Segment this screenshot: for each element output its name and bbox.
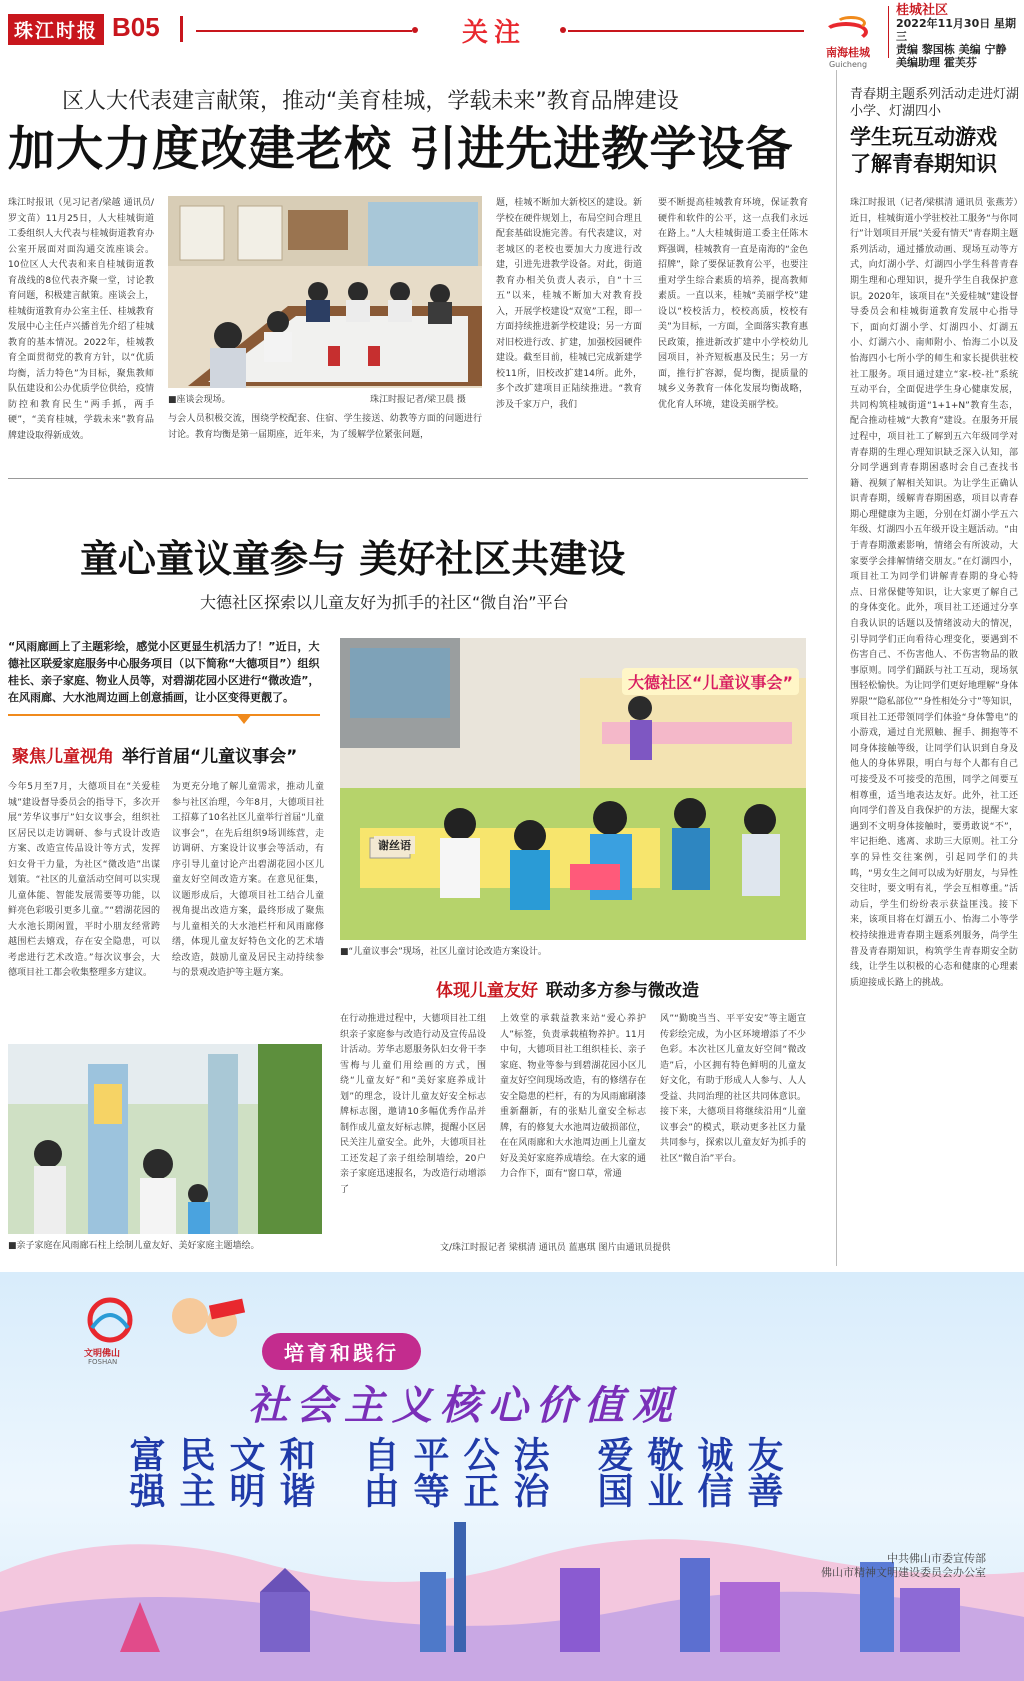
article1-col4: 要不断提高桂城教育环境，保证教育硬件和软件的公平，这一点我们永远在路上。”人大桂城街道工委主任陈木辉强调，桂城教育一直是南海的“金色招牌”，除了要保证教育公平，也要注重对学生综合素质的培养，提高教师素质。一直以来，桂城“美丽学校”建设以“校校活力，校校高质，校校有美”为目标，一方面，全面落实教育惠民政策，推进新改扩建中小学校幼儿园项目，补齐短板惠及民生；另一方面，推行扩容源，促均衡，提质量的城乡义务教育一体化发展均衡战略，优化育人环境，建设美丽学校。	[658, 198, 808, 410]
paper-logo: 珠江时报	[8, 14, 104, 45]
poster-banner: 培育和践行	[262, 1333, 421, 1370]
article1-photo-credit: 珠江时报记者/梁卫晨 摄	[370, 395, 466, 405]
article2-subhead: 大德社区探索以儿童友好为抓手的社区“微自治”平台	[200, 593, 569, 612]
side1-title: 举行首届“儿童议事会”	[122, 747, 298, 767]
poster-logo-en: FOSHAN	[88, 1358, 118, 1366]
article2-col-b: 为更充分地了解儿童需求，推动儿童参与社区治理，今年8月，大德项目社工招募了10名社区儿童举行首届“儿童议事会”，在先后组织9场训练营，走访调研、方案设计议事会等活动，有序引导儿童讨论产出碧湖花园小区儿童友好空间改造方案。在意见征集，议题形成后，大德项目社工结合儿童视角提出改造方案，最终形成了聚焦与儿童相关的大水池栏杆和风雨廊修缮，体现儿童友好特色文化的艺术墙绘改造，鼓励儿童及居民主动持续参与的景观改造护等主题方案。	[172, 782, 324, 978]
brand-block	[812, 14, 884, 69]
article1-col2: 与会人员积极交流，围绕学校配套、住宿、学生接送、幼教等方面的问题进行讨论。教育均衡是第一届期座，近年来，为了缓解学位紧张问题，	[168, 414, 482, 440]
article3-kicker: 青春期主题系列活动走进灯湖小学、灯湖四小	[850, 87, 1020, 119]
article2-side1-heading	[12, 742, 297, 767]
article2-lead: “风雨廊画上了主题彩绘，感觉小区更显生机活力了！”近日，大德社区联爱家庭服务中心服务项目（以下简称“大德项目”）组织桂长、亲子家庭、物业人员等，对碧湖花园小区进行“微改造”，在风雨廊、大水池周边画上创意插画，让小区变得更靓了。	[8, 640, 320, 704]
article2-photo-caption: ■“儿童议事会”现场，社区儿童讨论改造方案设计。	[340, 947, 547, 957]
side1-highlight: 聚焦儿童视角	[12, 747, 114, 767]
value-minzhu: 民主	[174, 1436, 216, 1508]
value-wenming: 文明	[224, 1436, 266, 1508]
poster-title: 社会主义核心价值观	[248, 1382, 680, 1429]
page-number: B05	[112, 12, 160, 42]
poster-logo-text: 文明佛山	[84, 1349, 121, 1359]
header-rule-right	[568, 30, 804, 32]
poster-org-1: 中共佛山市委宣传部	[887, 1552, 986, 1565]
article2-photo-council	[340, 638, 806, 940]
brand-name: 南海桂城	[826, 46, 870, 59]
council-banner: 大德社区“儿童议事会”	[622, 668, 799, 695]
values-grid	[124, 1436, 824, 1526]
article3-body: 珠江时报讯（记者/梁棋清 通讯员 张燕芳）近日，桂城街道小学驻校社工服务“与你同行”计划项目开展“关爱有情天”青春期主题系列活动，通过播放动画、现场互动等方式，向灯湖小学、灯湖四小学生科普青春期生理和心理知识，提升学生自我保护意识。2020年，该项目在“关爱桂城”建设督导委员会和桂城街道教育发展中心指导下，面向灯湖小学、灯湖四小、灯湖五小、灯湖六小、南师附小、怡海二小以及怡海四小七所小学的师生和家长提供驻校社工服务。项目通过建立“家-校-社”系统互动平台，全面促进学生身心健康发展，共同构筑桂城街道“1+1+N”教育生态，配合推动桂城“大教育”建设。在服务开展过程中，项目社工了解到五六年级同学对青春期的生理心理知识缺乏深入认知，部分同学遇到青春期困惑时会自己查找书籍、视频了解相关知识。为让学生正确认识青春期，缓解青春期困惑，项目以青春期心理健康为主题，分别在灯湖小学五六年级、灯湖四小五年级开设主题活动。“由于青春期激素影响，情绪会有所波动，大家要学会排解情绪交朋友。”在灯湖四小，项目社工为同学们讲解青春期的身心特点、日常保健等知识，让大家更了解自己的身体变化。此外，项目社工还通过分享自我认识的话题以及情绪波动大的情况，引导同学们正向看待心理变化，要遇到不伤害自己、不伤害他人、不伤害物品的散事原则。同学们踊跃与社工互动，现场氛围轻松愉快。为让同学们更好地理解“身体界限”“隐私部位”“身性相处分寸”等知识，项目社工还带领同学们体验“身体警电”的小游戏，通过自光照触、握手、拥抱等不同身体接触等级，让同学们认识到自身及他人的身体界限，明白与每个人都有自己可接受及不可接受的范围，同学之间要互相尊重，适当地表达友好。此外，社工还向同学们普及自我保护的方法，提醒大家遇到不文明身体接触时，要勇敢说“不”，牢记拒绝、逃离、求助三大原则。社工分享的异性交往案例，引起同学们的共鸣，“男女生之间可以成为好朋友，与异性交往时，要文明有礼，学会互相尊重。”活动后，学生们纷纷表示获益匪浅。接下来，该项目将在灯湖五小、怡海二小等学校持续推进青春期主题系列服务，尚学生普及青春期知识，构筑学生青春期安全防线，让学生以积极的心态和健康的心理素质迎接成长路上的挑战。	[850, 198, 1018, 988]
lead-rule	[8, 714, 320, 716]
article1-headline: 加大力度改建老校 引进先进教学设备	[8, 122, 794, 177]
header-vline	[888, 6, 889, 58]
header-info	[896, 4, 1020, 69]
article2-photo-mural	[8, 1044, 322, 1234]
article2-byline: 文/珠江时报记者 梁棋清 通讯员 蓝惠琪 图片由通讯员提供	[440, 1243, 671, 1253]
header-dot	[560, 27, 566, 33]
article2-col-e: 风”“勤晚当当、平平安安”等主题宣传彩绘完成，为小区环境增添了不少色彩。本次社区儿童友好空间“微改造”后，小区拥有特色鲜明的儿童友好文化，有助于形成人人参与、人人受益、共同治理的社区共同体意识。接下来，大德项目将继续沿用“儿童议事会”的模式，联动更多社区力量共同参与，探索以儿童友好为抓手的社区“微自治”平台。	[660, 1014, 806, 1164]
value-chengxin: 诚信	[692, 1436, 734, 1508]
name-sign: 谢丝语	[374, 836, 415, 854]
brand-name-en: Guicheng	[828, 60, 868, 69]
article3-headline: 学生玩互动游戏 了解青春期知识	[850, 125, 997, 176]
value-youshan: 友善	[742, 1436, 784, 1508]
lead-rule-arrow	[236, 714, 252, 724]
column-title: 桂城社区	[896, 3, 949, 18]
value-aiguo: 爱国	[592, 1436, 634, 1508]
value-jingye: 敬业	[642, 1436, 684, 1508]
article1-photo-caption: ■座谈会现场。	[168, 395, 231, 405]
article2-col-d: 上效堂的承载益教来站“爱心养护人”标签，负责承载植物养护。11月中旬，大德项目社工组织桂长、亲子家庭、物业等参与到碧湖花园小区儿童友好空间现场改造，有的修缮存在安全隐患的栏杆，有的为风雨廊刷漆重新翻新，有的张贴儿童安全标志牌，有的修复大水池周边破损部位，在在风雨廊和大水池周边画上儿童友好及美好家庭养成墙绘。在大家的通力合作下，面有“窗口草，常通	[500, 1014, 646, 1179]
section-separator	[8, 478, 808, 479]
article2-col-a: 今年5月至7月，大德项目在“关爱桂城”建设督导委员会的指导下，多次开展“芳华议事厅”妇女议事会，组织社区居民以走访调研、参与式设计改造方案、改造宣传品设计等方式，发挥妇女骨干力量，为社区“微改造”出谋划策。“社区的儿童活动空间可以实现儿童体能、智能发展需要等功能，以鲜亮色彩吸引更多儿童。”“碧湖花园的大水池长期闲置，平时小朋友经常跨越围栏去嬉戏，存在安全隐患，可以考虑进行艺术改造。”每次议事会，大德项目社工都会收集整理多方建议。	[8, 782, 160, 978]
editors-assistant: 美编助理 霍芙芬	[896, 56, 977, 69]
issue-date: 2022年11月30日 星期三	[896, 17, 1017, 43]
mural-painting-illustration	[8, 1044, 322, 1234]
article2-photo3-caption: ■亲子家庭在风雨廊石柱上绘制儿童友好、美好家庭主题墙绘。	[8, 1241, 260, 1251]
right-column-divider	[836, 70, 837, 1266]
article1-kicker: 区人大代表建言献策，推动“美育桂城，学载未来”教育品牌建设	[62, 89, 679, 114]
brand-logo-icon	[818, 14, 878, 44]
section-title: 关注	[462, 18, 527, 48]
article2-col-c: 在行动推进过程中，大德项目社工组织亲子家庭参与改造行动及宣传品设计活动。芳华志愿服务队妇女骨干李雪梅与儿童们用绘画的方式，围绕“儿童友好”和“美好家庭养成计划”的理念，设计儿童友好安全标志牌标志图，邀请10多幅优秀作品并制作成儿童友好标志牌，提醒小区居民关注儿童安全。此外，大德项目社工还发起了亲子组绘制墙绘，20户亲子家庭迅速报名，为改造行动增添了	[340, 1014, 486, 1195]
article1-col3: 题，桂城不断加大新校区的建设。新学校在硬件规划上，布局空间合理且配套基础设施完善。有代表建议，对老城区的老校也要加大力度进行改建，引进先进教学设备。对此，街道教育办相关负责人表示，自“十三五”以来，桂城不断加大对教育投入，开展学校建设“双宽”工程，即一方面持续推进新学校建设；另一方面对旧校进行改、扩建，加强校园硬件建设。截至目前，桂城已完成新建学校11所，旧校改扩建14所。此外，多个改扩建项目正陆续推进。“教育涉及千家万户，我们	[496, 198, 642, 410]
article2-side2-heading	[436, 976, 699, 1001]
editors: 责编 黎国栋 美编 宁静	[896, 43, 1007, 56]
value-hexie: 和谐	[274, 1436, 316, 1508]
meeting-photo-illustration	[168, 196, 482, 388]
header-rule-left	[196, 30, 412, 32]
header-divider	[180, 16, 183, 42]
poster-org-2: 佛山市精神文明建设委员会办公室	[821, 1566, 986, 1579]
side2-title: 联动多方参与微改造	[546, 981, 699, 1001]
value-fuqiang: 富强	[124, 1436, 166, 1508]
value-pingdeng: 平等	[408, 1436, 450, 1508]
value-gongzheng: 公正	[458, 1436, 500, 1508]
value-ziyou: 自由	[358, 1436, 400, 1508]
article2-headline: 童心童议童参与 美好社区共建设	[80, 537, 626, 581]
side2-highlight: 体现儿童友好	[436, 981, 538, 1001]
header-dot	[412, 27, 418, 33]
article1-photo	[168, 196, 482, 388]
value-fazhi: 法治	[508, 1436, 550, 1508]
article1-col1: 珠江时报讯（见习记者/梁越 通讯员/罗文苗）11月25日，人大桂城街道工委组织人大代表与桂城街道教育办公室开展面对面沟通交流座谈会。10位区人大代表和来自桂城街道教育战线的8位代表齐聚一堂，讨论教育问题，积极建言献策。座谈会上，桂城街道教育办公室主任、桂城教育发展中心主任卢兴播首先介绍了桂城教育的基本情况。2022年，桂城教育全面贯彻党的教育方针，以“优质均衡，活力特色”为目标，聚焦教师队伍建设和公办优质学位供给，疫情防控和教育民生“两手抓，两手硬”，“美育桂城，学载未来”教育品牌建设取得新成效。	[8, 198, 154, 441]
